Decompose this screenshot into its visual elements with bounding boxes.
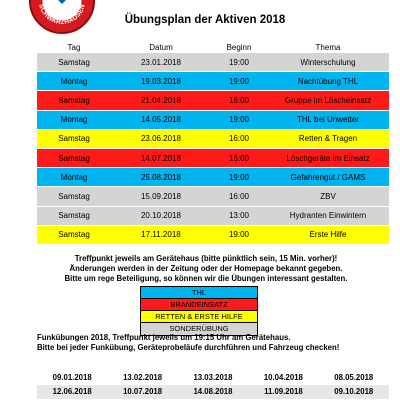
cell-beginn: 16:00 — [228, 95, 250, 105]
cell-tag: Samstag — [58, 95, 90, 105]
cell-beginn: 19:00 — [228, 172, 250, 182]
cell-thema: Gefahrengut / GAMS — [290, 172, 366, 182]
cell-datum: 19.03.2018 — [140, 76, 182, 86]
header-tag: Tag — [67, 42, 81, 52]
cell-beginn: 19:00 — [228, 115, 250, 125]
dates-row — [37, 385, 389, 399]
date-cell: 09.01.2018 — [52, 373, 92, 382]
cell-beginn: 19:00 — [228, 230, 250, 240]
cell-thema: Erste Hilfe — [309, 230, 347, 240]
cell-datum: 17.11.2018 — [141, 230, 181, 240]
cell-datum: 20.10.2018 — [140, 211, 182, 221]
note-line: Treffpunkt jeweils am Gerätehaus (bitte pünktlich sein, 15 Min. vorher)! — [74, 254, 338, 263]
table-row — [37, 53, 389, 72]
date-cell: 11.09.2018 — [264, 387, 303, 396]
header-beginn: Beginn — [226, 42, 252, 52]
cell-tag: Samstag — [58, 191, 90, 201]
note-line: Änderungen werden in der Zeitung oder der Homepage bekannt gegeben. — [69, 264, 343, 273]
header-thema: Thema — [315, 42, 341, 52]
table-row — [37, 168, 389, 187]
cell-tag: Samstag — [58, 57, 90, 67]
cell-beginn: 16:00 — [228, 134, 250, 144]
cell-tag: Samstag — [58, 230, 90, 240]
date-cell: 10.07.2018 — [123, 387, 163, 396]
date-cell: 08.05.2018 — [334, 373, 374, 382]
radio-exercise-notes — [37, 333, 397, 353]
date-cell: 09.10.2018 — [334, 387, 374, 396]
legend-retten: RETTEN & ERSTE HILFE — [141, 311, 257, 323]
table-row — [37, 207, 389, 226]
date-cell: 10.04.2018 — [263, 373, 303, 382]
cell-thema: Retten & Tragen — [298, 134, 358, 144]
cell-thema: Nachtübung THL — [297, 76, 359, 86]
cell-tag: Samstag — [58, 134, 90, 144]
cell-thema: Winterschulung — [300, 57, 356, 67]
dates-row — [37, 371, 389, 385]
cell-thema: THL bei Unwetter — [297, 115, 359, 125]
cell-datum: 15.09.2018 — [140, 191, 182, 201]
cell-thema: Gruppe im Löscheinsatz — [284, 95, 372, 105]
radio-dates-table — [37, 371, 389, 399]
note-line: Bitte um rege Beteiligung, so können wir die Übungen interessant gestalten. — [64, 274, 348, 283]
table-row — [37, 111, 389, 130]
page-title: Übungsplan der Aktiven 2018 — [124, 14, 286, 26]
cell-tag: Montag — [60, 115, 88, 125]
cell-beginn: 19:00 — [228, 76, 250, 86]
cell-beginn: 16:00 — [228, 153, 250, 163]
cell-tag: Montag — [60, 172, 88, 182]
cell-beginn: 13:00 — [228, 211, 250, 221]
cell-thema: Löschgeräte im Einsatz — [286, 153, 370, 163]
funk-line: Funkübungen 2018, Treffpunkt jeweils um 19:15 Uhr am Gerätehaus. — [37, 333, 291, 342]
cell-datum: 21.04.2018 — [140, 95, 182, 105]
date-cell: 13.02.2018 — [123, 373, 163, 382]
legend-sonderuebung: SONDERÜBUNG — [141, 323, 257, 335]
cell-beginn: 19:00 — [228, 57, 250, 67]
table-row — [37, 91, 389, 110]
cell-tag: Montag — [60, 76, 88, 86]
legend-thl: THL — [141, 287, 257, 299]
cell-datum: 23.01.2018 — [140, 57, 182, 67]
table-row — [37, 149, 389, 168]
table-row — [37, 72, 389, 91]
cell-tag: Samstag — [58, 211, 90, 221]
funk-line: Bitte bei jeder Funkübung, Geräteprobeläufe durchführen und Fahrzeug checken! — [37, 343, 340, 352]
header-datum: Datum — [149, 42, 173, 52]
table-row — [37, 187, 389, 206]
cell-datum: 14.05.2018 — [140, 115, 182, 125]
date-cell: 12.06.2018 — [52, 387, 92, 396]
svg-text:SCHWARZHAUSEN: SCHWARZHAUSEN — [37, 3, 87, 27]
cell-beginn: 16:00 — [228, 191, 250, 201]
cell-datum: 14.07.2018 — [140, 153, 182, 163]
cell-tag: Samstag — [58, 153, 90, 163]
table-header — [37, 41, 389, 53]
legend-brandeinsatz: BRANDEINSATZ — [141, 299, 257, 311]
meeting-notes — [0, 254, 400, 284]
cell-datum: 23.06.2018 — [140, 134, 182, 144]
date-cell: 13.03.2018 — [193, 373, 233, 382]
cell-thema: ZBV — [320, 191, 336, 201]
table-row — [37, 226, 389, 245]
date-cell: 14.08.2018 — [193, 387, 233, 396]
cell-datum: 25.08.2018 — [140, 172, 182, 182]
table-row — [37, 130, 389, 149]
training-plan-table — [37, 41, 389, 245]
cell-thema: Hydranten Einwintern — [289, 211, 367, 221]
color-legend — [140, 286, 258, 336]
